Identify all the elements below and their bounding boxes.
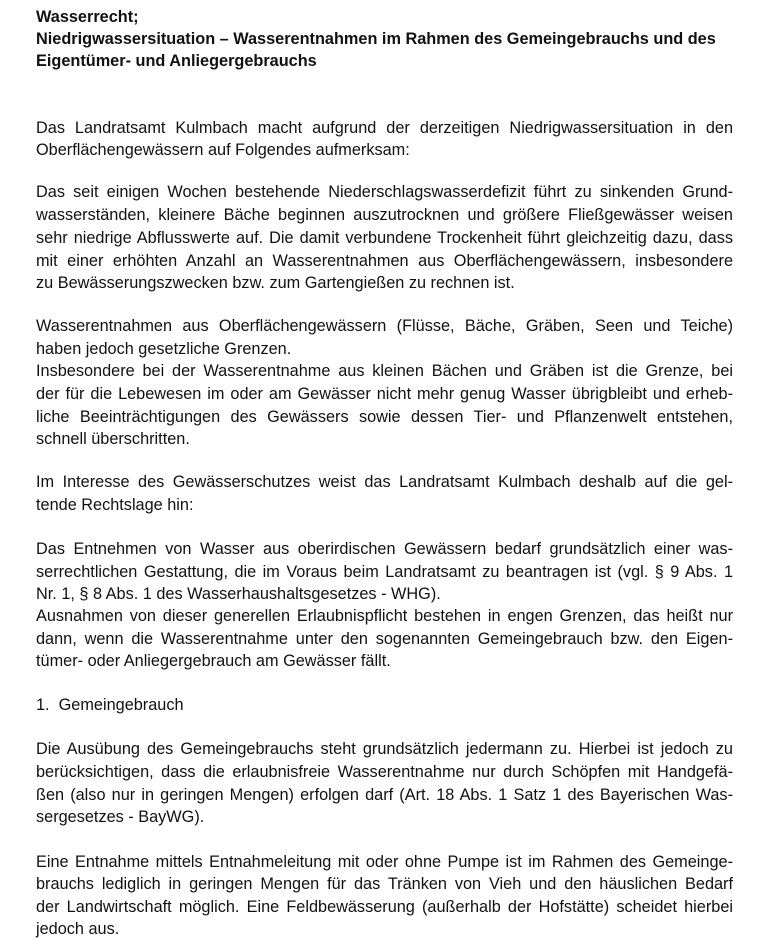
text-line: Nr. 1, § 8 Abs. 1 des Wasserhaushaltsgesetzes - WHG). <box>36 585 441 603</box>
text-line: sehr niedrige Abflusswerte auf. Die damit verbundene Trockenheit führt gleichzeitig dazu, dass <box>36 229 733 247</box>
text-line: Eine Entnahme mittels Entnahmeleitung mit oder ohne Pumpe ist im Rahmen des Gemeinge- <box>36 853 733 871</box>
text-line: der Landwirtschaft möglich. Eine Feldbewässerung (außerhalb der Hofstätte) scheidet hierbei <box>36 898 733 916</box>
section-title: 1. Gemeingebrauch <box>36 696 184 714</box>
text-line: serrechtlichen Gestattung, die im Voraus beim Landratsamt zu beantragen ist (vgl. § 9 Abs. 1 <box>36 563 733 581</box>
text-line: Insbesondere bei der Wasserentnahme aus kleinen Bächen und Gräben ist die Grenze, bei <box>36 362 733 380</box>
text-line: schnell überschritten. <box>36 430 190 448</box>
text-line: der für die Lebewesen im oder am Gewässer nicht mehr genug Wasser übrigbleibt und erheb- <box>36 385 733 403</box>
text-line: Ausnahmen von dieser generellen Erlaubnispflicht bestehen in engen Grenzen, das heißt nur <box>36 607 733 625</box>
document-heading <box>36 6 746 72</box>
text-line: brauchs lediglich in geringen Mengen für das Tränken von Vieh und den häuslichen Bedarf <box>36 875 733 893</box>
text-line: wasserständen, kleinere Bäche beginnen auszutrocknen und größere Fließgewässer weisen <box>36 206 733 224</box>
text-line: Das Entnehmen von Wasser aus oberirdischen Gewässern bedarf grundsätzlich einer was- <box>36 540 733 558</box>
text-line: ßen (also nur in geringen Mengen) erfolgen darf (Art. 18 Abs. 1 Satz 1 des Bayerischen Was- <box>36 786 733 804</box>
text-line: haben jedoch gesetzliche Grenzen. <box>36 340 292 358</box>
text-line: tümer- oder Anliegergebrauch am Gewässer fällt. <box>36 652 391 670</box>
text-line: Oberflächengewässern auf Folgendes aufmerksam: <box>36 141 410 159</box>
text-line: sergesetzes - BayWG). <box>36 808 205 826</box>
text-line: jedoch aus. <box>36 920 120 938</box>
heading-line: Wasserrecht; <box>36 8 139 26</box>
text-line: tende Rechtslage hin: <box>36 496 194 514</box>
text-line: Im Interesse des Gewässerschutzes weist das Landratsamt Kulmbach deshalb auf die gel- <box>36 473 733 491</box>
text-line: dann, wenn die Wasserentnahme unter den sogenannten Gemeingebrauch bzw. den Eigen- <box>36 630 733 648</box>
text-line: liche Beeinträchtigungen des Gewässers sowie dessen Tier- und Pflanzenwelt entstehen, <box>36 408 733 426</box>
text-line: Wasserentnahmen aus Oberflächengewässern (Flüsse, Bäche, Gräben, Seen und Teiche) <box>36 317 733 335</box>
text-line: Das Landratsamt Kulmbach macht aufgrund der derzeitigen Niedrigwassersituation in den <box>36 119 733 137</box>
text-line: Das seit einigen Wochen bestehende Niederschlagswasserdefizit führt zu sinkenden Grund- <box>36 183 733 201</box>
heading-line: Eigentümer- und Anliegergebrauchs <box>36 52 317 70</box>
text-line: mit einer erhöhten Anzahl an Wasserentnahmen aus Oberflächengewässern, insbesondere <box>36 252 733 270</box>
text-line: Die Ausübung des Gemeingebrauchs steht grundsätzlich jedermann zu. Hierbei ist jedoch zu <box>36 740 733 758</box>
heading-line: Niedrigwassersituation – Wasserentnahmen im Rahmen des Gemeingebrauchs und des <box>36 30 716 48</box>
text-line: berücksichtigen, dass die erlaubnisfreie Wasserentnahme nur durch Schöpfen mit Handgefä- <box>36 763 733 781</box>
text-line: zu Bewässerungszwecken bzw. zum Gartengießen zu rechnen ist. <box>36 274 515 292</box>
